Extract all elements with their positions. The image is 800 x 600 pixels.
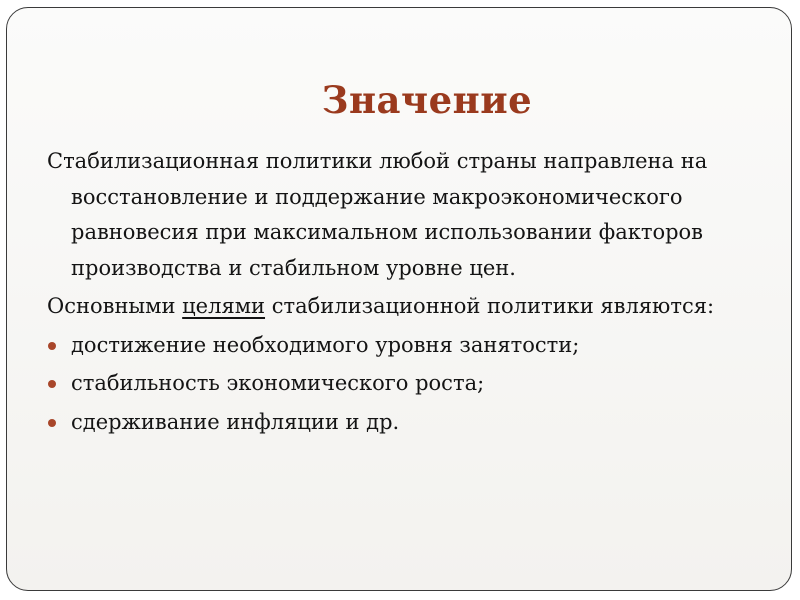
paragraph-goals-intro (47, 289, 787, 325)
list-item-text: достижение необходимого уровня занятости; (71, 332, 580, 357)
list-item (47, 328, 787, 364)
list-item (47, 366, 787, 402)
goals-intro-suffix: стабилизационной политики являются: (265, 294, 715, 318)
paragraph-definition (47, 144, 787, 286)
slide-body (47, 144, 787, 443)
bullet-dot-icon (48, 380, 56, 388)
slide-title: Значение (321, 78, 533, 122)
goals-intro-prefix: Основными (47, 294, 183, 318)
bullet-dot-icon (48, 342, 56, 350)
paragraph-definition-text: Стабилизационная политики любой страны направлена на восстановление и поддержание макроэкономического равновесия при максимальном использовании факторов производства и стабильном уровне цен. (47, 149, 708, 280)
slide-frame (6, 7, 792, 591)
list-item-text: стабильность экономического роста; (71, 371, 485, 395)
goals-underlined-word: целями (182, 294, 266, 318)
list-item-text: сдерживание инфляции и др. (71, 409, 400, 434)
bullet-dot-icon (48, 419, 56, 427)
goals-bullet-list (47, 328, 787, 441)
list-item (47, 405, 787, 441)
